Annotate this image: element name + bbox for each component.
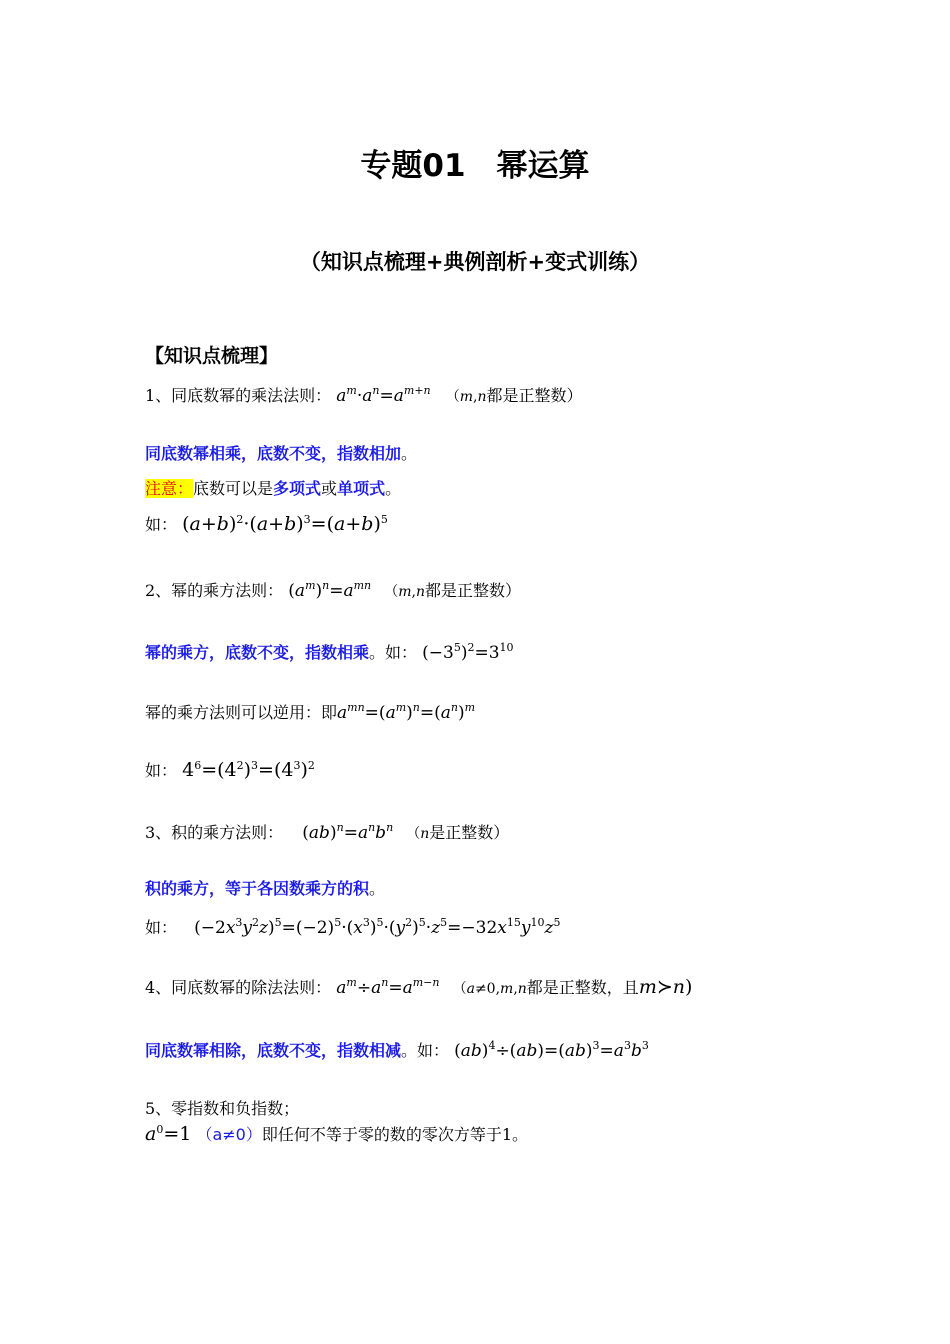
rule5-formula: $a^0=1$ [145,1123,192,1145]
rule1-label: 1、同底数幂的乘法法则： [145,386,332,405]
rule4-summary-line: 同底数幂相除，底数不变，指数相减。如： $(ab)^4\div(ab)=(ab)^3=a^3b^3$ [145,1039,649,1061]
rule2-statement: 2、幂的乘方法则： $(a^m)^n=a^{mn}$ （m,n都是正整数） [145,579,522,601]
rule1-example-formula: $(a+b)^2\cdot(a+b)^3=(a+b)^5$ [182,513,388,535]
rule2-condition: 都是正整数） [425,581,522,600]
rule2-example: 如： $4^6=(4^2)^3=(4^3)^2$ [145,759,315,781]
rule4-condition: 都是正整数，且 [526,978,639,997]
rule1-formula: $a^m\cdot a^n=a^{m+n}$ [336,384,431,406]
rule2-summary: 幂的乘方，底数不变，指数相乘 [145,643,370,662]
rule4-example-formula: $(ab)^4\div(ab)=(ab)^3=a^3b^3$ [454,1039,649,1061]
note-label: 注意： [145,479,194,498]
note-term-monomial: 单项式 [337,479,386,498]
rule2-example-formula: $(-3^5)^2=3^{10}$ [422,641,514,663]
rule3-condition: 是正整数） [429,823,510,842]
rule3-statement: 3、积的乘方法则： $(ab)^n=a^nb^n$ （n是正整数） [145,821,510,843]
rule2-example2-formula: $4^6=(4^2)^3=(4^3)^2$ [182,759,315,781]
rule2-summary-line: 幂的乘方，底数不变，指数相乘。如： $(-3^5)^2=3^{10}$ [145,641,514,663]
rule1-example: 如： $(a+b)^2\cdot(a+b)^3=(a+b)^5$ [145,513,388,535]
rule2-reverse-line [145,700,475,723]
section-heading: 【知识点梳理】 [145,345,279,367]
rule3-example: 如： $(-2x^3y^2z)^5=(-2)^5\cdot(x^3)^5\cdot(y^2)^5\cdot z^5=-32x^{15}y^{10}z^5$ [145,916,561,938]
page-title: 专题01 幂运算 [360,148,590,184]
rule5-label: 5、零指数和负指数； [145,1099,300,1118]
rule2-reverse-text: 幂的乘方法则可以逆用：即 [145,703,338,722]
rule3-label: 3、积的乘方法则： [145,823,284,842]
rule1-summary: 同底数幂相乘，底数不变，指数相加 [145,444,402,463]
page-subtitle: （知识点梳理+典例剖析+变式训练） [299,250,651,274]
rule1-note-line: 注意：底数可以是多项式或单项式。 [145,479,402,498]
note-term-polynomial: 多项式 [273,479,322,498]
rule2-label: 2、幂的乘方法则： [145,581,284,600]
rule5-text: 即任何不等于零的数的零次方等于1。 [261,1125,529,1144]
rule4-label: 4、同底数幂的除法法则： [145,978,332,997]
rule1-condition: 都是正整数） [486,386,583,405]
rule2-formula: $(a^m)^n=a^{mn}$ [288,579,372,601]
rule3-formula: $(ab)^n=a^nb^n$ [302,821,394,843]
rule2-reverse-formula: $a^{mn}=(a^m)^n=(a^n)^m$ [337,701,476,723]
rule1-summary-line: 同底数幂相乘，底数不变，指数相加。 [145,444,418,463]
rule4-formula: $a^m\div a^n=a^{m-n}$ [336,976,440,998]
rule5-condition: （a≠0） [196,1125,262,1144]
rule3-summary: 积的乘方，等于各因数乘方的积 [145,879,370,898]
rule5-statement [145,1122,528,1145]
rule4-summary: 同底数幂相除，底数不变，指数相减 [145,1041,402,1060]
rule3-example-formula: $(-2x^3y^2z)^5=(-2)^5\cdot(x^3)^5\cdot(y^2)^5\cdot z^5=-32x^{15}y^{10}z^5$ [194,916,561,938]
rule3-summary-line: 积的乘方，等于各因数乘方的积。 [145,879,386,898]
rule4-statement: 4、同底数幂的除法法则： $a^m\div a^n=a^{m-n}$ （a≠0,m,n都是正整数，且m≻n) [145,976,693,998]
rule1-statement: 1、同底数幂的乘法法则： $a^m\cdot a^n=a^{m+n}$ （m,n都是正整数） [145,384,583,406]
